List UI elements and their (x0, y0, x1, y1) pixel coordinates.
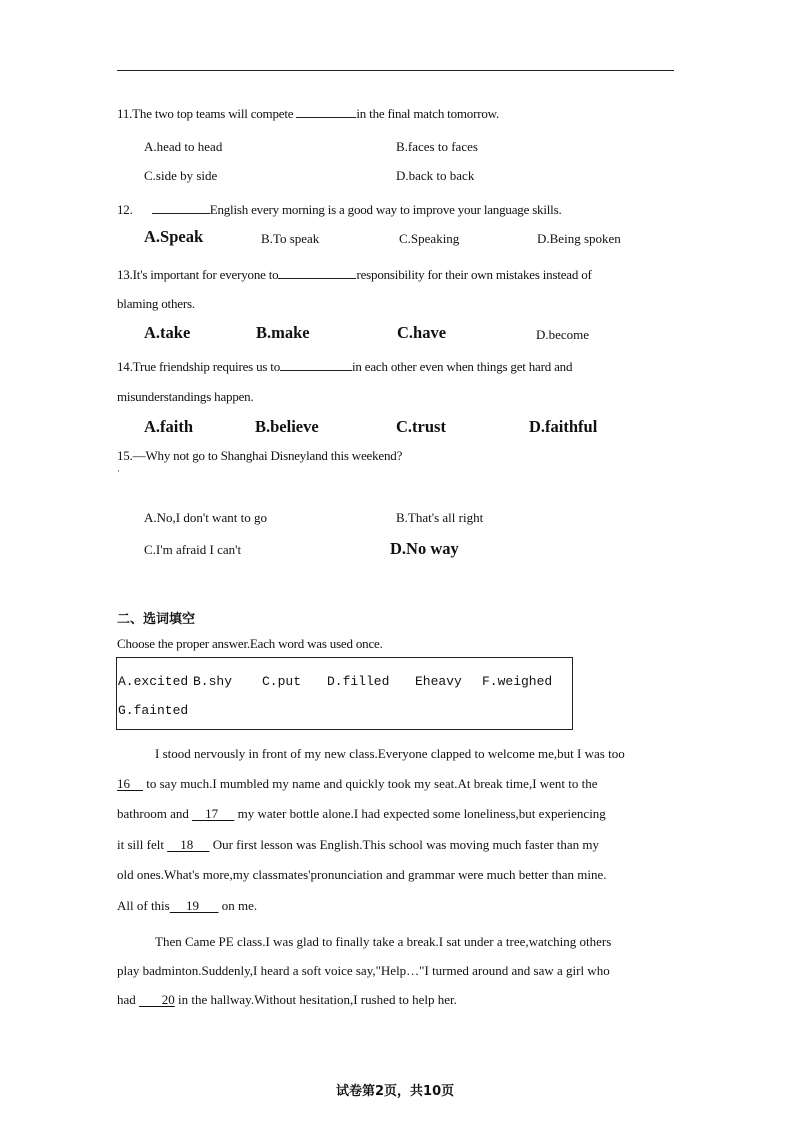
blank-18: 18 (167, 837, 210, 852)
option-c: C.side by side (144, 168, 218, 183)
header-rule (117, 70, 674, 71)
question-15-stem: 15.—Why not go to Shanghai Disneyland this weekend? (117, 448, 403, 463)
word-option: F.weighed (482, 674, 553, 689)
passage-line: All of this 19 on me. (117, 898, 258, 913)
option-a: A.take (144, 323, 191, 342)
passage-line: it sill felt 18 Our first lesson was English.This school was moving much faster than my (117, 837, 600, 852)
word-option: D.filled (327, 674, 390, 689)
answer-blank (280, 358, 352, 371)
option-c: C.trust (396, 417, 446, 436)
answer-blank (278, 266, 356, 279)
question-11-stem: 11.The two top teams will compete in the final match tomorrow. (117, 106, 500, 121)
option-c: C.Speaking (399, 231, 460, 246)
stray-dot: · (117, 466, 120, 476)
word-option: A.excited (118, 674, 189, 689)
word-option: Eheavy (415, 674, 462, 689)
option-b: B.That's all right (396, 510, 484, 525)
word-option: G.fainted (118, 703, 189, 718)
passage-line: play badminton.Suddenly,I heard a soft voice say,"Help…"I turmed around and saw a girl who (117, 963, 610, 978)
option-b: B.To speak (261, 231, 320, 246)
blank-19: 19 (169, 898, 219, 913)
answer-blank (152, 201, 210, 214)
question-14-stem: 14.True friendship requires us to in each other even when things get hard and (117, 359, 573, 374)
option-d: D.Being spoken (537, 231, 621, 246)
option-a: A.head to head (144, 139, 223, 154)
section-instruction: Choose the proper answer.Each word was used once. (117, 636, 383, 651)
word-box (116, 657, 573, 730)
option-b: B.make (256, 323, 310, 342)
question-13-stem: 13.It's important for everyone to responsibility for their own mistakes instead of (117, 267, 592, 282)
word-option: B.shy (193, 674, 233, 689)
answer-blank (296, 105, 356, 118)
question-12-stem: 12. English every morning is a good way to improve your language skills. (117, 202, 562, 217)
passage-line: 16 to say much.I mumbled my name and quickly took my seat.At break time,I went to the (117, 776, 598, 791)
question-14-stem-line2: misunderstandings happen. (117, 389, 254, 404)
passage-line: I stood nervously in front of my new class.Everyone clapped to welcome me,but I was too (155, 746, 625, 761)
option-d: D.faithful (529, 417, 598, 436)
option-d: D.back to back (396, 168, 475, 183)
passage-line: old ones.What's more,my classmates'pronunciation and grammar were much better than mine. (117, 867, 607, 882)
passage-line: had 20 in the hallway.Without hesitation,I rushed to help her. (117, 992, 457, 1007)
option-d: D.become (536, 327, 590, 342)
option-a: A.Speak (144, 227, 204, 246)
option-b: B.faces to faces (396, 139, 478, 154)
passage-line: Then Came PE class.I was glad to finally take a break.I sat under a tree,watching others (155, 934, 612, 949)
question-13-stem-line2: blaming others. (117, 296, 195, 311)
option-c: C.have (397, 323, 447, 342)
blank-16: 16 (117, 776, 143, 791)
word-option: C.put (262, 674, 302, 689)
page-footer: 试卷第2页，共10页 (336, 1084, 455, 1099)
option-a: A.faith (144, 417, 194, 436)
option-d: D.No way (390, 539, 459, 558)
option-b: B.believe (255, 417, 319, 436)
blank-17: 17 (192, 806, 235, 821)
option-c: C.I'm afraid I can't (144, 542, 242, 557)
section-heading: 二、选词填空 (117, 612, 196, 627)
blank-20: 20 (139, 992, 175, 1007)
passage-line: bathroom and 17 my water bottle alone.I had expected some loneliness,but experiencing (117, 806, 606, 821)
option-a: A.No,I don't want to go (144, 510, 267, 525)
